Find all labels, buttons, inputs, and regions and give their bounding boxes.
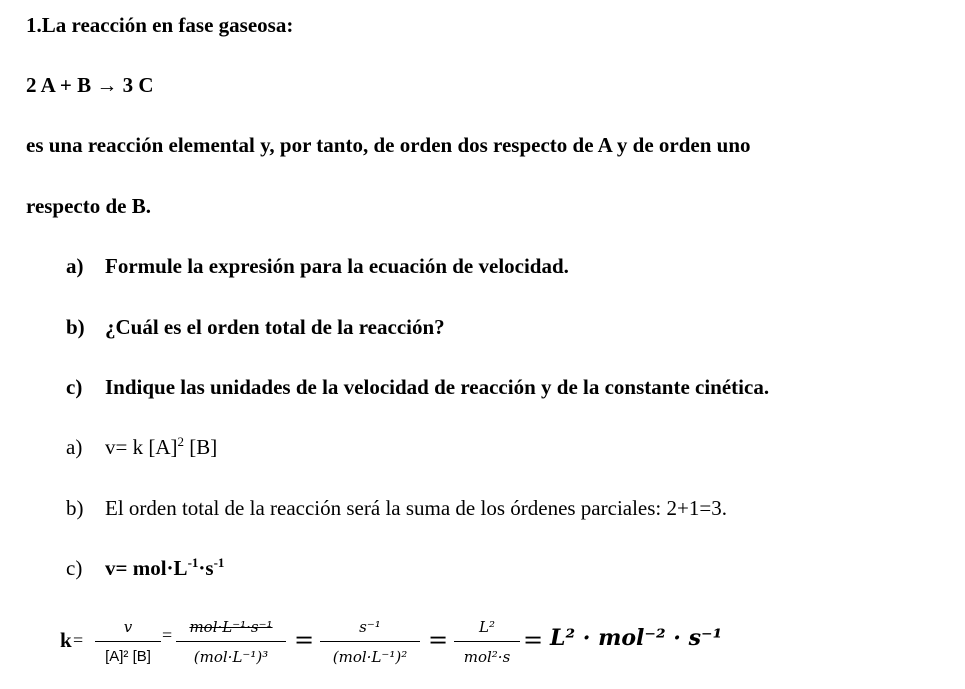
problem-title: 1.La reacción en fase gaseosa:: [26, 13, 294, 37]
answer-a: [66, 434, 218, 459]
answer-b: [66, 498, 727, 519]
statement-line-1: es una reacción elemental y, por tanto, de orden dos respecto de A y de orden uno: [26, 133, 751, 157]
question-label: c): [66, 375, 83, 399]
equals-sign: =: [294, 626, 315, 654]
exponent: 2: [177, 434, 184, 449]
k-symbol: k: [60, 628, 72, 652]
fraction-4-denominator: mol²·s: [463, 648, 511, 666]
fraction-2-bar: [176, 641, 286, 642]
statement-line-2: respecto de B.: [26, 194, 152, 218]
fraction-1-numerator: v: [123, 618, 133, 636]
question-text: Formule la expresión para la ecuación de velocidad.: [105, 254, 569, 278]
answer-label: b): [66, 496, 84, 520]
exponent: -1: [213, 555, 225, 570]
question-a: [66, 256, 569, 277]
equals-sign: =: [428, 626, 449, 654]
answer-label: c): [66, 556, 83, 580]
fraction-4-numerator: L²: [479, 618, 495, 636]
exponent: -1: [187, 555, 199, 570]
question-b: [66, 317, 445, 338]
fraction-1-bar: [95, 641, 161, 642]
reaction-equation: 2 A + B → 3 C: [26, 73, 154, 97]
question-label: b): [66, 315, 85, 339]
rate-units-prefix: v= mol·L: [105, 556, 188, 580]
rate-constant-formula: [60, 612, 780, 672]
rate-units-mid: ·s: [198, 556, 214, 580]
rate-constant-units: L² · mol⁻² · s⁻¹: [550, 625, 723, 651]
rate-law-suffix: [B]: [184, 435, 218, 459]
fraction-3-numerator: s⁻¹: [359, 618, 381, 636]
question-text: ¿Cuál es el orden total de la reacción?: [105, 315, 445, 339]
question-text: Indique las unidades de la velocidad de reacción y de la constante cinética.: [105, 375, 770, 399]
question-c: [66, 377, 769, 398]
answer-text: El orden total de la reacción será la suma de los órdenes parciales: 2+1=3.: [105, 496, 727, 520]
fraction-3-denominator: (mol·L⁻¹)²: [332, 648, 408, 666]
answer-label: a): [66, 435, 83, 459]
fraction-2-denominator: (mol·L⁻¹)³: [193, 648, 269, 666]
answer-c: [66, 555, 225, 580]
question-label: a): [66, 254, 84, 278]
equals-sign: =: [73, 630, 84, 650]
equals-sign: =: [162, 625, 173, 645]
rate-law-prefix: v= k [A]: [105, 435, 178, 459]
equals-sign: =: [523, 626, 544, 654]
fraction-3-bar: [320, 641, 420, 642]
fraction-1-denominator: [A]² [B]: [105, 648, 151, 665]
fraction-4-bar: [454, 641, 520, 642]
fraction-2-numerator: mol·L⁻¹·s⁻¹: [189, 618, 273, 636]
